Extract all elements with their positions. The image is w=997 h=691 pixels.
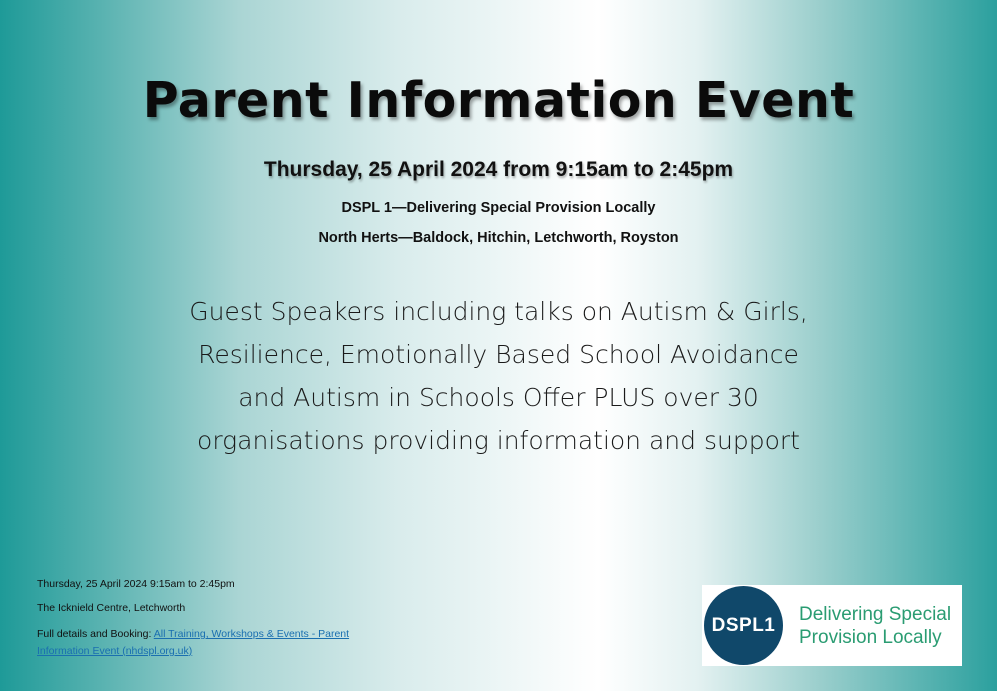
event-date-line: Thursday, 25 April 2024 from 9:15am to 2:45pm: [263, 158, 734, 181]
dspl-logo: [702, 585, 962, 666]
description-line: and Autism in Schools Offer PLUS over 30: [238, 383, 759, 412]
footer-booking: [37, 626, 397, 660]
description-line: Guest Speakers including talks on Autism & Girls,: [189, 297, 808, 326]
booking-link[interactable]: All Training, Workshops & Events - Parent Information Event (nhdspl.org.uk): [37, 628, 350, 657]
poster-title: Parent Information Event: [142, 72, 855, 129]
footer-date-time: Thursday, 25 April 2024 9:15am to 2:45pm: [37, 578, 235, 590]
logo-text-line: Delivering Special: [799, 603, 952, 625]
dspl-logo-text: [799, 603, 951, 649]
description-line: organisations providing information and support: [197, 426, 800, 455]
description-line: Resilience, Emotionally Based School Avoidance: [198, 340, 799, 369]
dspl-logo-badge: DSPL1: [704, 586, 783, 665]
footer-venue: The Icknield Centre, Letchworth: [37, 602, 186, 614]
area-subtitle: North Herts—Baldock, Hitchin, Letchworth, Royston: [318, 230, 679, 246]
event-details-footer: [37, 578, 397, 672]
booking-label: Full details and Booking:: [37, 628, 154, 640]
speakers-description: [120, 290, 877, 462]
logo-text-line: Provision Locally: [799, 626, 942, 648]
dspl-subtitle: DSPL 1—Delivering Special Provision Locally: [341, 200, 656, 216]
